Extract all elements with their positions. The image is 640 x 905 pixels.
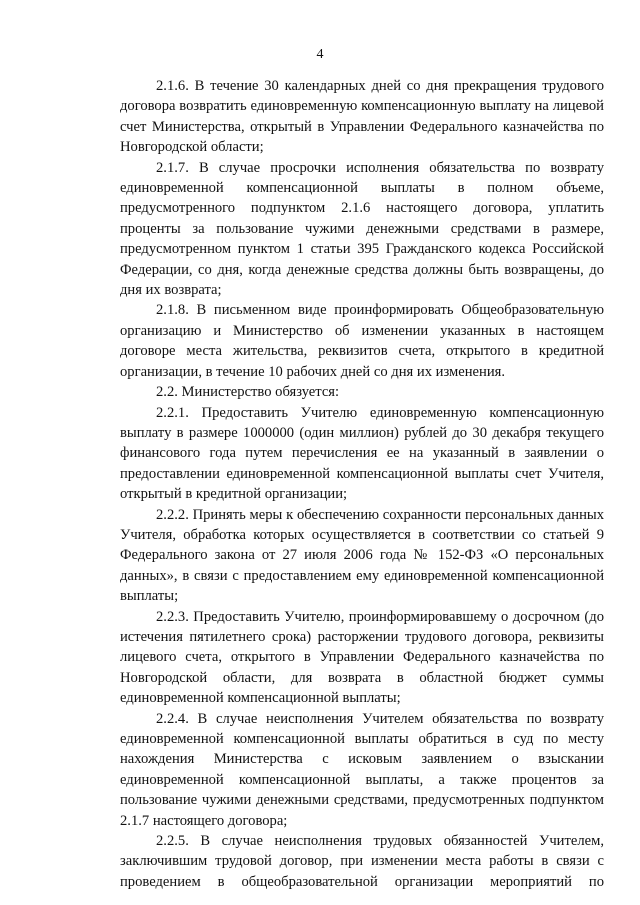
paragraph-2-2-5: 2.2.5. В случае неисполнения трудовых обязанностей Учителем, заключившим трудовой договор, при изменении места работы в связи с проведением в общеобразовательной организации мероприятий по [120,833,604,890]
paragraph-2-2-1: 2.2.1. Предоставить Учителю единовременную компенсационную выплату в размере 1000000 (один миллион) рублей до 30 декабря текущего финансового года путем перечисления ее на указанный в заявлении о предоставлении единовременной компенсационной выплаты счет Учителя, открытый в кредитной организации; [120,404,604,503]
paragraph-2-2-2: 2.2.2. Принять меры к обеспечению сохранности персональных данных Учителя, обработка которых осуществляется в соответствии со статьей 9 Федерального закона от 27 июля 2006 года № 152-ФЗ «О персональных данных», в связи с предоставлением ему единовременной компенсационной выплаты; [120,506,604,605]
page-number: 4 [316,47,324,62]
paragraph-2-2-4: 2.2.4. В случае неисполнения Учителем обязательства по возврату единовременной компенсационной выплаты обратиться в суд по месту нахождения Министерства с исковым заявлением о взыскании единовременной компенсационной выплаты, а также процентов за пользование чужими денежными средствами, предусмотренных подпунктом 2.1.7 настоящего договора; [120,710,604,829]
document-body [120,76,604,892]
paragraph-2-1-7: 2.1.7. В случае просрочки исполнения обязательства по возврату единовременной компенсационной выплаты в полном объеме, предусмотренного подпунктом 2.1.6 настоящего договора, уплатить проценты за пользование чужими денежными средствами в размере, предусмотренном пунктом 1 статьи 395 Гражданского кодекса Российской Федерации, со дня, когда денежные средства должны быть возвращены, до дня их возврата; [120,159,604,299]
paragraph-2-2-heading: 2.2. Министерство обязуется: [156,384,340,401]
paragraph-2-2-3: 2.2.3. Предоставить Учителю, проинформировавшему о досрочном (до истечения пятилетнего срока) расторжении трудового договора, реквизиты лицевого счета, открытого в Управлении Федерального казначейства по Новгородской области, для возврата в областной бюджет суммы единовременной компенсационной выплаты; [120,608,604,707]
paragraph-2-1-8: 2.1.8. В письменном виде проинформировать Общеобразовательную организацию и Министерство об изменении указанных в настоящем договоре места жительства, реквизитов счета, открытого в кредитной организации, в течение 10 рабочих дней со дня их изменения. [120,302,604,380]
paragraph-2-1-6: 2.1.6. В течение 30 календарных дней со дня прекращения трудового договора возвратить единовременную компенсационную выплату на лицевой счет Министерства, открытый в Управлении Федерального казначейства по Новгородской области; [120,78,604,156]
